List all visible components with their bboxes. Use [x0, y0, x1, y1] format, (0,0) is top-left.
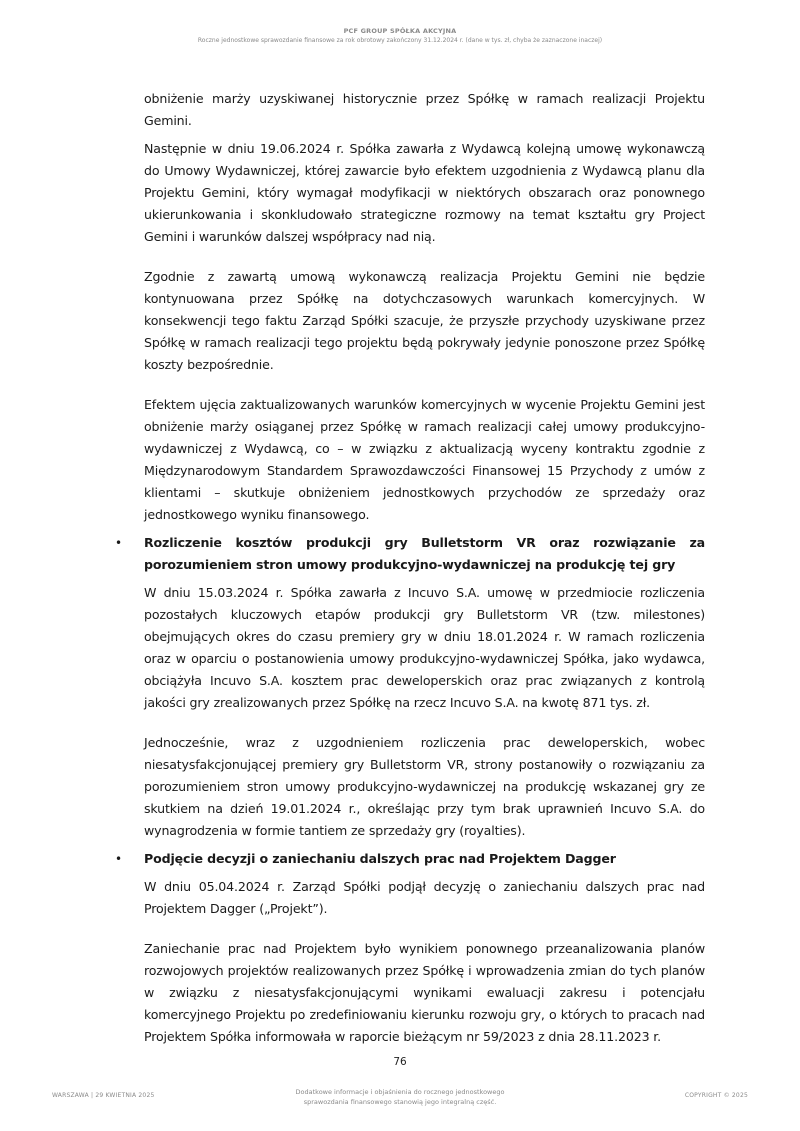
paragraph: Zaniechanie prac nad Projektem było wynikiem ponownego przeanalizowania planów rozwojowych projektów realizowanych przez Spółkę i wprowadzenia zmian do tych planów w związku z niesatysfakcjonującymi wynikami ewaluacji zakresu i potencjału komercyjnego Projektu po zredefiniowaniu kierunku rozwoju gry, o których to pracach nad Projektem Spółka informowała w raporcie bieżącym nr 59/2023 z dnia 28.11.2023 r. — [144, 941, 705, 1044]
bullet-item — [115, 848, 705, 870]
page-number: 76 — [393, 1056, 407, 1068]
paragraph: Jednocześnie, wraz z uzgodnieniem rozliczenia prac deweloperskich, wobec niesatysfakcjonującej premiery gry Bulletstorm VR, strony postanowiły o rozwiązaniu za porozumieniem stron umowy produkcyjno-wydawniczej na produkcję wskazanej gry ze skutkiem na dzień 19.01.2024 r., określając przy tym brak uprawnień Incuvo S.A. do wynagrodzenia w formie tantiem ze sprzedaży gry (royalties). — [144, 735, 705, 838]
paragraph: Efektem ujęcia zaktualizowanych warunków komercyjnych w wycenie Projektu Gemini jest obniżenie marży osiąganej przez Spółkę w ramach realizacji całej umowy produkcyjno-wydawniczej z Wydawcą, co – w związku z aktualizacją wyceny kontraktu zgodnie z Międzynarodowym Standardem Sprawozdawczości Finansowej 15 Przychody z umów z klientami – skutkuje obniżeniem jednostkowych przychodów ze sprzedaży oraz jednostkowego wyniku finansowego. — [144, 397, 705, 522]
report-subtitle: Roczne jednostkowe sprawozdanie finansowe za rok obrotowy zakończony 31.12.2024 r. (dane w tys. zł, chyba że zaznaczone inaczej) — [197, 37, 603, 44]
main-content — [115, 88, 705, 1066]
page-header — [0, 27, 800, 45]
paragraph: W dniu 15.03.2024 r. Spółka zawarła z Incuvo S.A. umowę w przedmiocie rozliczenia pozostałych kluczowych etapów produkcji gry Bulletstorm VR (tzw. milestones) obejmujących okres do czasu premiery gry w dniu 18.01.2024 r. W ramach rozliczenia oraz w oparciu o postanowienia umowy produkcyjno-wydawniczej Spółka, jako wydawca, obciążyła Incuvo S.A. kosztem prac deweloperskich oraz prac związanych z kontrolą jakości gry zrealizowanych przez Spółkę na rzecz Incuvo S.A. na kwotę 871 tys. zł. — [144, 585, 705, 710]
company-name: PCF GROUP SPÓŁKA AKCYJNA — [343, 27, 457, 35]
paragraph: Następnie w dniu 19.06.2024 r. Spółka zawarła z Wydawcą kolejną umowę wykonawczą do Umowy Wydawniczej, której zawarcie było efektem uzgodnienia z Wydawcą planu dla Projektu Gemini, który wymagał modyfikacji w niektórych obszarach oraz ponownego ukierunkowania i skonkludowało strategiczne rozmowy na temat kształtu gry Project Gemini i warunków dalszej współpracy nad nią. — [144, 141, 705, 244]
footer-copyright: COPYRIGHT © 2025 — [684, 1092, 748, 1099]
bullet-heading: Rozliczenie kosztów produkcji gry Bulletstorm VR oraz rozwiązanie za porozumieniem stron umowy produkcyjno-wydawniczej na produkcję tej gry — [144, 535, 705, 572]
footer-note-line: Dodatkowe informacje i objaśnienia do rocznego jednostkowego — [295, 1088, 505, 1096]
footer-location-date: WARSZAWA | 29 KWIETNIA 2025 — [52, 1092, 155, 1099]
bullet-heading: Podjęcie decyzji o zaniechaniu dalszych prac nad Projektem Dagger — [144, 851, 616, 866]
paragraph: obniżenie marży uzyskiwanej historycznie przez Spółkę w ramach realizacji Projektu Gemini. — [144, 91, 705, 128]
paragraph: Zgodnie z zawartą umową wykonawczą realizacja Projektu Gemini nie będzie kontynuowana przez Spółkę na dotychczasowych warunkach komercyjnych. W konsekwencji tego faktu Zarząd Spółki szacuje, że przyszłe przychody uzyskiwane przez Spółkę w ramach realizacji tego projektu będą pokrywały jedynie ponoszone przez Spółkę koszty bezpośrednie. — [144, 269, 705, 372]
paragraph: W dniu 05.04.2024 r. Zarząd Spółki podjął decyzję o zaniechaniu dalszych prac nad Projektem Dagger („Projekt”). — [144, 879, 705, 916]
bullet-icon: • — [115, 852, 123, 866]
bullet-item — [115, 532, 705, 576]
footer-note — [250, 1087, 550, 1107]
footer-note-line: sprawozdania finansowego stanowią jego integralną część. — [303, 1098, 497, 1106]
bullet-icon: • — [115, 536, 123, 550]
